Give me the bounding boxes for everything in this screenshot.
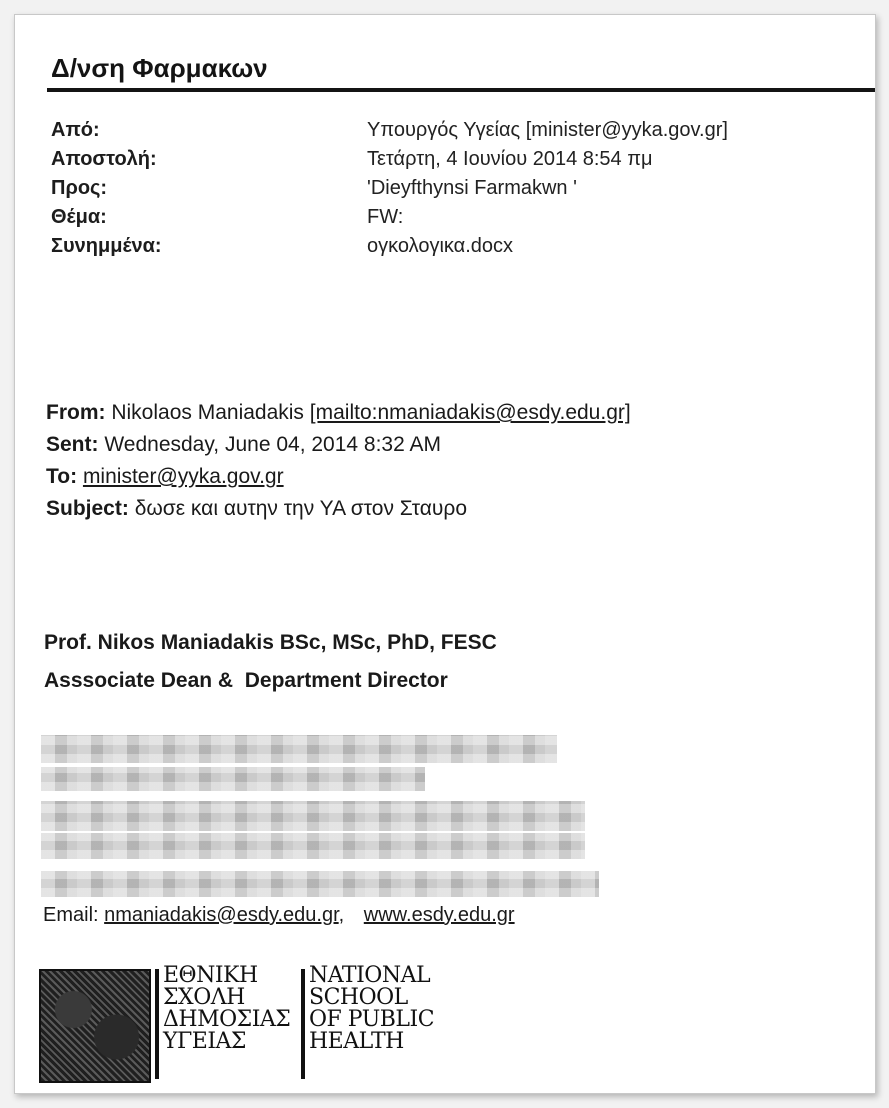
forwarded-header-block xyxy=(46,401,631,529)
logo-divider xyxy=(301,969,305,1079)
document-page xyxy=(14,14,876,1094)
header-value: 'Dieyfthynsi Farmakwn ' xyxy=(367,177,577,199)
attachment-filename: ογκολογικα.docx xyxy=(367,235,514,257)
header-value: FW: xyxy=(367,206,404,228)
to-label: To: xyxy=(46,465,78,488)
subject-label: Subject: xyxy=(46,497,129,520)
forwarded-to-row xyxy=(46,465,631,497)
header-row-attachments xyxy=(51,235,851,264)
header-label: Θέμα: xyxy=(51,206,107,228)
from-name: Nikolaos Maniadakis xyxy=(111,401,304,424)
signature-role: Asssociate Dean & Department Director xyxy=(44,669,448,692)
forwarded-subject-row xyxy=(46,497,631,529)
header-label: Προς: xyxy=(51,177,108,199)
subject-value: δωσε και αυτην την ΥΑ στον Σταυρο xyxy=(134,497,468,520)
header-label: Συνημμένα: xyxy=(51,235,162,257)
header-value: Υπουργός Υγείας [minister@yyka.gov.gr] xyxy=(367,119,728,141)
logo-english-text: NATIONAL SCHOOL OF PUBLIC HEALTH xyxy=(309,963,435,1054)
separator: , xyxy=(338,904,345,926)
email-header-block xyxy=(51,119,851,264)
redacted-block xyxy=(41,735,557,763)
redacted-block xyxy=(41,871,599,897)
redacted-block xyxy=(41,801,585,831)
to-email-link[interactable]: minister@yyka.gov.gr xyxy=(82,465,284,488)
email-label: Email: xyxy=(43,904,99,926)
header-row-sent xyxy=(51,148,851,177)
sent-value: Wednesday, June 04, 2014 8:32 AM xyxy=(104,433,441,456)
school-logo xyxy=(39,965,469,1085)
signature-contact-line xyxy=(43,904,515,927)
header-label: Από: xyxy=(51,119,100,141)
signature-block xyxy=(44,631,497,707)
header-row-to xyxy=(51,177,851,206)
header-row-from xyxy=(51,119,851,148)
email-link[interactable]: nmaniadakis@esdy.edu.gr xyxy=(104,904,339,926)
forwarded-sent-row xyxy=(46,433,631,465)
header-row-subject xyxy=(51,206,851,235)
redacted-block xyxy=(41,833,585,859)
document-title: Δ/νση Φαρμακων xyxy=(51,53,268,83)
redacted-block xyxy=(41,767,425,791)
header-label: Αποστολή: xyxy=(51,148,157,170)
header-value: Τετάρτη, 4 Ιουνίου 2014 8:54 πμ xyxy=(367,148,653,170)
title-divider xyxy=(47,88,875,92)
forwarded-from-row xyxy=(46,401,631,433)
sent-label: Sent: xyxy=(46,433,99,456)
website-link[interactable]: www.esdy.edu.gr xyxy=(363,904,515,926)
logo-greek-text: ΕΘΝΙΚΗ ΣΧΟΛΗ ΔΗΜΟΣΙΑΣ ΥΓΕΙΑΣ xyxy=(163,963,291,1054)
logo-emblem-icon xyxy=(39,969,151,1083)
from-label: From: xyxy=(46,401,106,424)
mailto-link[interactable]: [mailto:nmaniadakis@esdy.edu.gr] xyxy=(309,401,631,424)
signature-name: Prof. Nikos Maniadakis BSc, MSc, PhD, FESC xyxy=(44,631,497,654)
logo-divider xyxy=(155,969,159,1079)
